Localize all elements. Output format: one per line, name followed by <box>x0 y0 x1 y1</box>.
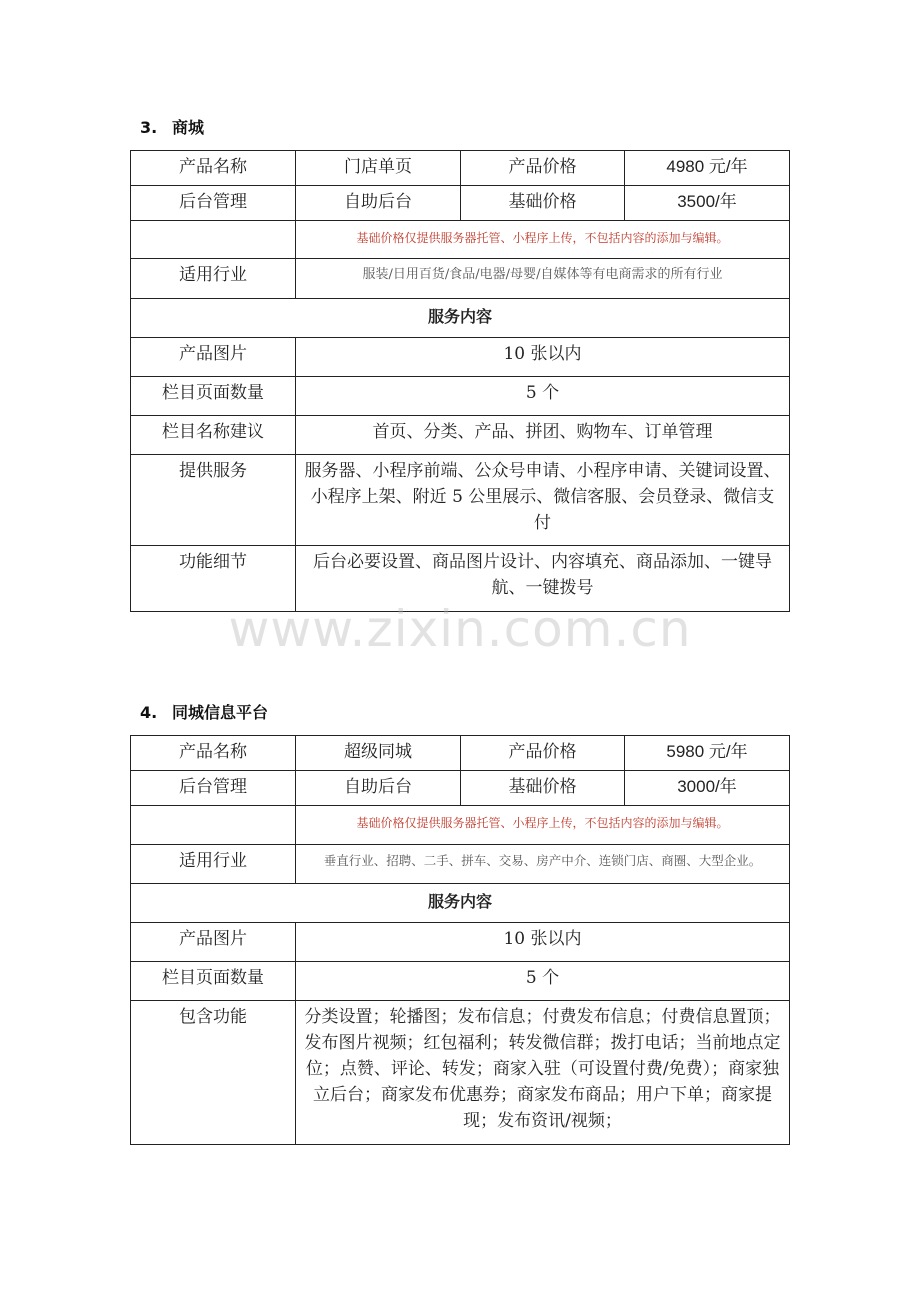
product-name-value: 超级同城 <box>296 736 461 771</box>
table-row <box>131 455 790 546</box>
industry-value: 服装/日用百货/食品/电器/母婴/自媒体等有电商需求的所有行业 <box>296 259 790 299</box>
table-row <box>131 546 790 612</box>
backend-label: 后台管理 <box>131 771 296 806</box>
base-price-note: 基础价格仅提供服务器托管、小程序上传，不包括内容的添加与编辑。 <box>296 806 790 845</box>
table-row <box>131 736 790 771</box>
row-value: 分类设置；轮播图；发布信息；付费发布信息；付费信息置顶；发布图片视频；红包福利；转发微信群；拨打电话；当前地点定位；点赞、评论、转发；商家入驻（可设置付费/免费）；商家独立后台；商家发布优惠券；商家发布商品；用户下单；商家提现；发布资讯/视频； <box>296 1001 790 1145</box>
industry-label: 适用行业 <box>131 259 296 299</box>
table-row <box>131 186 790 221</box>
row-label: 功能细节 <box>131 546 296 612</box>
row-value: 10 张以内 <box>296 338 790 377</box>
row-label: 产品图片 <box>131 923 296 962</box>
table-row <box>131 338 790 377</box>
table-row <box>131 962 790 1001</box>
service-content-header: 服务内容 <box>131 884 790 923</box>
product-price-value: 4980 元/年 <box>625 151 790 186</box>
table-row <box>131 377 790 416</box>
row-label: 栏目页面数量 <box>131 377 296 416</box>
row-value: 后台必要设置、商品图片设计、内容填充、商品添加、一键导航、一键拨号 <box>296 546 790 612</box>
section-title-city-info <box>140 700 268 723</box>
row-label: 栏目页面数量 <box>131 962 296 1001</box>
service-content-header: 服务内容 <box>131 299 790 338</box>
product-name-value: 门店单页 <box>296 151 461 186</box>
product-price-label: 产品价格 <box>461 736 625 771</box>
product-name-label: 产品名称 <box>131 151 296 186</box>
table-row <box>131 151 790 186</box>
table-row <box>131 923 790 962</box>
row-label: 产品图片 <box>131 338 296 377</box>
base-price-value: 3500/年 <box>625 186 790 221</box>
row-value: 服务器、小程序前端、公众号申请、小程序申请、关键词设置、小程序上架、附近 5 公里展示、微信客服、会员登录、微信支付 <box>296 455 790 546</box>
section-title-mall <box>140 115 204 138</box>
industry-label: 适用行业 <box>131 845 296 884</box>
table-row <box>131 771 790 806</box>
table-row <box>131 259 790 299</box>
backend-value: 自助后台 <box>296 771 461 806</box>
city-info-spec-table <box>130 735 790 1145</box>
industry-value: 垂直行业、招聘、二手、拼车、交易、房产中介、连锁门店、商圈、大型企业。 <box>296 845 790 884</box>
base-price-note: 基础价格仅提供服务器托管、小程序上传，不包括内容的添加与编辑。 <box>296 221 790 259</box>
backend-label: 后台管理 <box>131 186 296 221</box>
table-row <box>131 845 790 884</box>
note-empty-cell <box>131 221 296 259</box>
note-empty-cell <box>131 806 296 845</box>
row-value: 首页、分类、产品、拼团、购物车、订单管理 <box>296 416 790 455</box>
section-number: 4. <box>140 703 158 722</box>
backend-value: 自助后台 <box>296 186 461 221</box>
row-value: 5 个 <box>296 962 790 1001</box>
table-row <box>131 416 790 455</box>
table-row <box>131 299 790 338</box>
base-price-label: 基础价格 <box>461 186 625 221</box>
row-label: 包含功能 <box>131 1001 296 1145</box>
product-name-label: 产品名称 <box>131 736 296 771</box>
product-price-label: 产品价格 <box>461 151 625 186</box>
section-name: 同城信息平台 <box>172 703 269 722</box>
table-row <box>131 221 790 259</box>
product-price-value: 5980 元/年 <box>625 736 790 771</box>
base-price-value: 3000/年 <box>625 771 790 806</box>
table-row <box>131 1001 790 1145</box>
row-value: 5 个 <box>296 377 790 416</box>
section-name: 商城 <box>172 118 205 137</box>
row-value: 10 张以内 <box>296 923 790 962</box>
row-label: 提供服务 <box>131 455 296 546</box>
table-row <box>131 884 790 923</box>
watermark: www.zixin.com.cn <box>228 600 692 658</box>
row-label: 栏目名称建议 <box>131 416 296 455</box>
table-row <box>131 806 790 845</box>
base-price-label: 基础价格 <box>461 771 625 806</box>
section-number: 3. <box>140 118 158 137</box>
mall-spec-table <box>130 150 790 612</box>
